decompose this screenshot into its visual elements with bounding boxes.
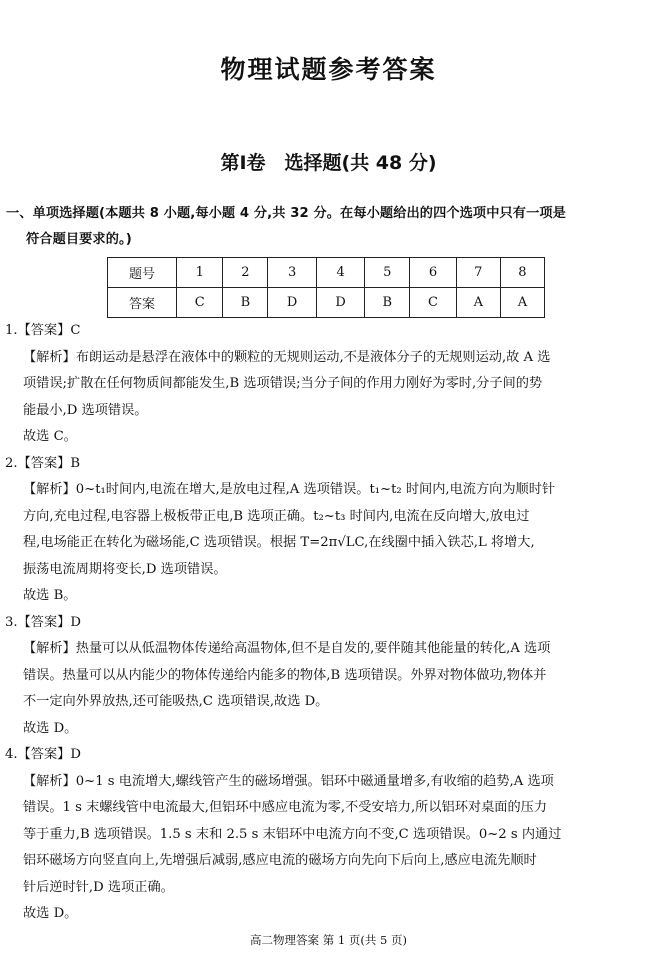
part-heading-line-2: 符合题目要求的。) (26, 232, 132, 247)
explanation-line: 【解析】热量可以从低温物体传递给高温物体,但不是自发的,要伴随其他能量的转化,A 选项 (23, 641, 551, 656)
conclusion-line: 故选 C。 (23, 429, 77, 444)
answer-table-row-numbers (108, 258, 545, 288)
section-title: 第Ⅰ卷 选择题(共 48 分) (220, 152, 437, 174)
answer-line: 3.【答案】D (5, 614, 81, 630)
table-cell-number: 5 (365, 258, 410, 288)
answer-line: 1.【答案】C (5, 323, 81, 338)
explanation-line: 项错误;扩散在任何物质间都能发生,B 选项错误;当分子间的作用力刚好为零时,分子间的势 (23, 376, 543, 391)
conclusion-line: 故选 D。 (23, 906, 78, 921)
conclusion-line: 故选 B。 (23, 588, 77, 603)
answer-line: 4.【答案】D (5, 747, 81, 762)
explanation-line: 铝环磁场方向竖直向上,先增强后减弱,感应电流的磁场方向先向下后向上,感应电流先顺时 (23, 853, 537, 868)
explanation-line: 方向,充电过程,电容器上极板带正电,B 选项正确。t₂~t₃ 时间内,电流在反向增大,放电过 (23, 508, 530, 524)
explanation-line: 等于重力,B 选项错误。1.5 s 末和 2.5 s 末铝环中电流方向不变,C 选项错误。0~2 s 内通过 (23, 826, 562, 842)
explanation-line: 【解析】0~t₁时间内,电流在增大,是放电过程,A 选项错误。t₁~t₂ 时间内,电流方向为顺时针 (23, 482, 556, 497)
explanation-line: 能最小,D 选项错误。 (23, 402, 148, 418)
table-cell-number: 2 (223, 258, 268, 288)
explanation-line: 错误。1 s 末螺线管中电流最大,但铝环中感应电流为零,不受安培力,所以铝环对桌面的压力 (23, 800, 548, 815)
table-cell-answer: B (365, 288, 410, 318)
table-cell-number: 3 (268, 258, 317, 288)
answer-line: 2.【答案】B (5, 455, 81, 471)
table-cell-answer: A (500, 288, 544, 318)
table-cell-answer: C (177, 288, 223, 318)
question-1 (5, 318, 650, 451)
explanation-line: 错误。热量可以从内能少的物体传递给内能多的物体,B 选项错误。外界对物体做功,物体并 (23, 667, 547, 683)
question-4 (5, 742, 650, 928)
table-header-cell: 答案 (108, 288, 177, 318)
table-cell-answer: A (456, 288, 500, 318)
table-cell-answer: B (223, 288, 268, 318)
explanation-line: 振荡电流周期将变长,D 选项错误。 (23, 561, 227, 577)
answer-explanations (5, 318, 650, 928)
table-cell-answer: D (268, 288, 317, 318)
table-cell-number: 6 (410, 258, 456, 288)
part-heading (6, 201, 648, 253)
answer-table-row-answers (108, 288, 545, 318)
question-2 (5, 451, 650, 610)
explanation-line: 程,电场能正在转化为磁场能,C 选项错误。根据 T=2π√LC,在线圈中插入铁芯,L 将增大, (23, 535, 535, 550)
page-title: 物理试题参考答案 (220, 55, 437, 84)
part-heading-line-1: 一、单项选择题(本题共 8 小题,每小题 4 分,共 32 分。在每小题给出的四个选项中只有一项是 (6, 206, 566, 221)
conclusion-line: 故选 D。 (23, 720, 78, 736)
explanation-line: 针后逆时针,D 选项正确。 (23, 879, 174, 895)
table-cell-answer: C (410, 288, 456, 318)
table-cell-answer: D (316, 288, 365, 318)
page-footer: 高二物理答案 第 1 页(共 5 页) (250, 933, 407, 947)
table-cell-number: 7 (456, 258, 500, 288)
table-header-cell: 题号 (108, 258, 177, 288)
question-3 (5, 610, 650, 743)
table-cell-number: 1 (177, 258, 223, 288)
explanation-line: 不一定向外界放热,还可能吸热,C 选项错误,故选 D。 (23, 694, 329, 709)
table-cell-number: 8 (500, 258, 544, 288)
answer-table (107, 257, 545, 318)
explanation-line: 【解析】0~1 s 电流增大,螺线管产生的磁场增强。铝环中磁通量增多,有收缩的趋势,A 选项 (23, 773, 554, 789)
explanation-line: 【解析】布朗运动是悬浮在液体中的颗粒的无规则运动,不是液体分子的无规则运动,故 A 选 (23, 349, 551, 365)
table-cell-number: 4 (316, 258, 365, 288)
